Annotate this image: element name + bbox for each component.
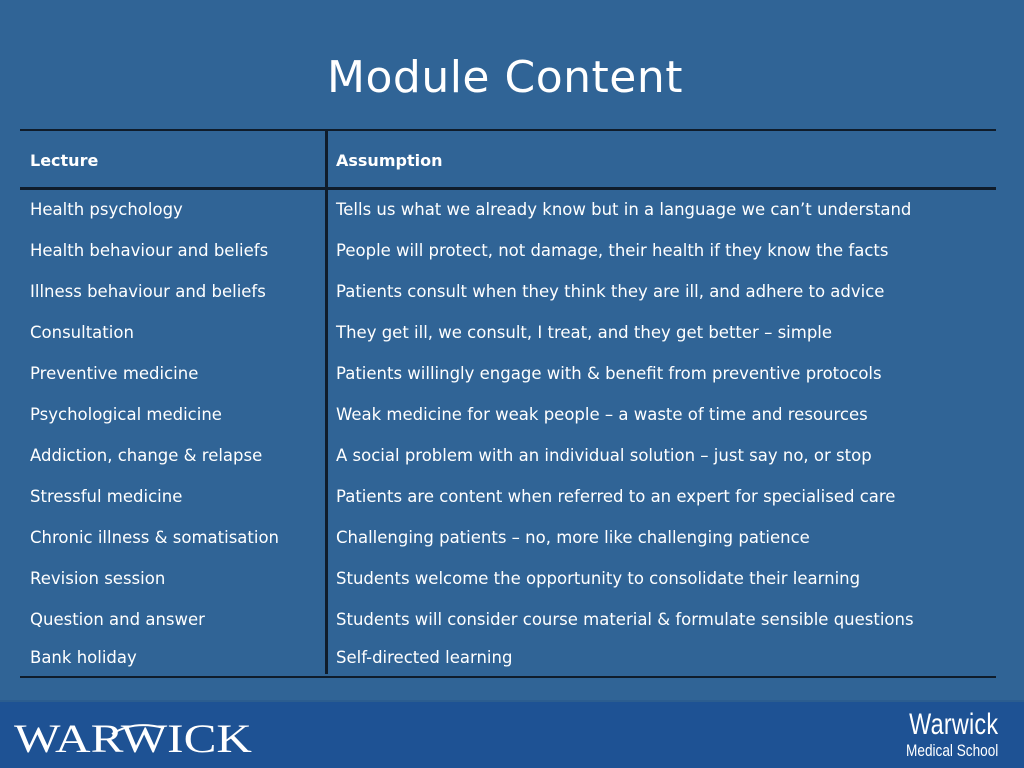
- lecture-cell: Question and answer: [30, 610, 205, 629]
- lecture-cell: Health behaviour and beliefs: [30, 241, 269, 260]
- table-header-row: [20, 131, 996, 190]
- table-row: [20, 568, 996, 598]
- lecture-cell: Revision session: [30, 569, 166, 588]
- assumption-cell: People will protect, not damage, their health if they know the facts: [336, 241, 889, 260]
- lecture-cell: Stressful medicine: [30, 487, 183, 506]
- footer: [0, 702, 1024, 768]
- warwick-medical-school-logo: [883, 710, 998, 760]
- table-row: [20, 281, 996, 311]
- lecture-cell: Preventive medicine: [30, 364, 199, 383]
- assumption-cell: Tells us what we already know but in a language we can’t understand: [336, 200, 912, 219]
- lecture-cell: Chronic illness & somatisation: [30, 528, 280, 547]
- assumption-cell: Students welcome the opportunity to consolidate their learning: [336, 569, 861, 588]
- lecture-cell: Health psychology: [30, 200, 183, 219]
- assumption-cell: Weak medicine for weak people – a waste of time and resources: [336, 405, 868, 424]
- lecture-cell: Consultation: [30, 323, 134, 342]
- table-row: [20, 322, 996, 352]
- assumption-cell: Students will consider course material & formulate sensible questions: [336, 610, 914, 629]
- lecture-cell: Illness behaviour and beliefs: [30, 282, 266, 301]
- table-row: [20, 199, 996, 229]
- assumption-cell: They get ill, we consult, I treat, and they get better – simple: [336, 323, 833, 342]
- header-assumption: Assumption: [336, 151, 443, 170]
- assumption-cell: A social problem with an individual solution – just say no, or stop: [336, 446, 872, 465]
- table-row: [20, 486, 996, 516]
- page-title: Module Content: [327, 52, 683, 103]
- lecture-cell: Bank holiday: [30, 648, 137, 667]
- header-lecture: Lecture: [30, 151, 99, 170]
- table-row: [20, 240, 996, 270]
- table-row: [20, 445, 996, 475]
- warwick-logo: [14, 714, 254, 760]
- table-row: [20, 363, 996, 393]
- assumption-cell: Patients consult when they think they are ill, and adhere to advice: [336, 282, 885, 301]
- lecture-cell: Psychological medicine: [30, 405, 222, 424]
- wms-logo-line2: Medical School: [905, 741, 998, 760]
- table-row: [20, 609, 996, 639]
- lecture-cell: Addiction, change & relapse: [30, 446, 263, 465]
- assumption-cell: Patients are content when referred to an expert for specialised care: [336, 487, 896, 506]
- assumption-cell: Challenging patients – no, more like challenging patience: [336, 528, 810, 547]
- module-content-table: [20, 129, 996, 678]
- table-row: [20, 404, 996, 434]
- assumption-cell: Self-directed learning: [336, 648, 513, 667]
- assumption-cell: Patients willingly engage with & benefit from preventive protocols: [336, 364, 882, 383]
- wms-logo-line1: Warwick: [908, 708, 998, 741]
- table-row: [20, 647, 996, 677]
- warwick-logo-text: WARWICK: [14, 716, 253, 760]
- table-row: [20, 527, 996, 557]
